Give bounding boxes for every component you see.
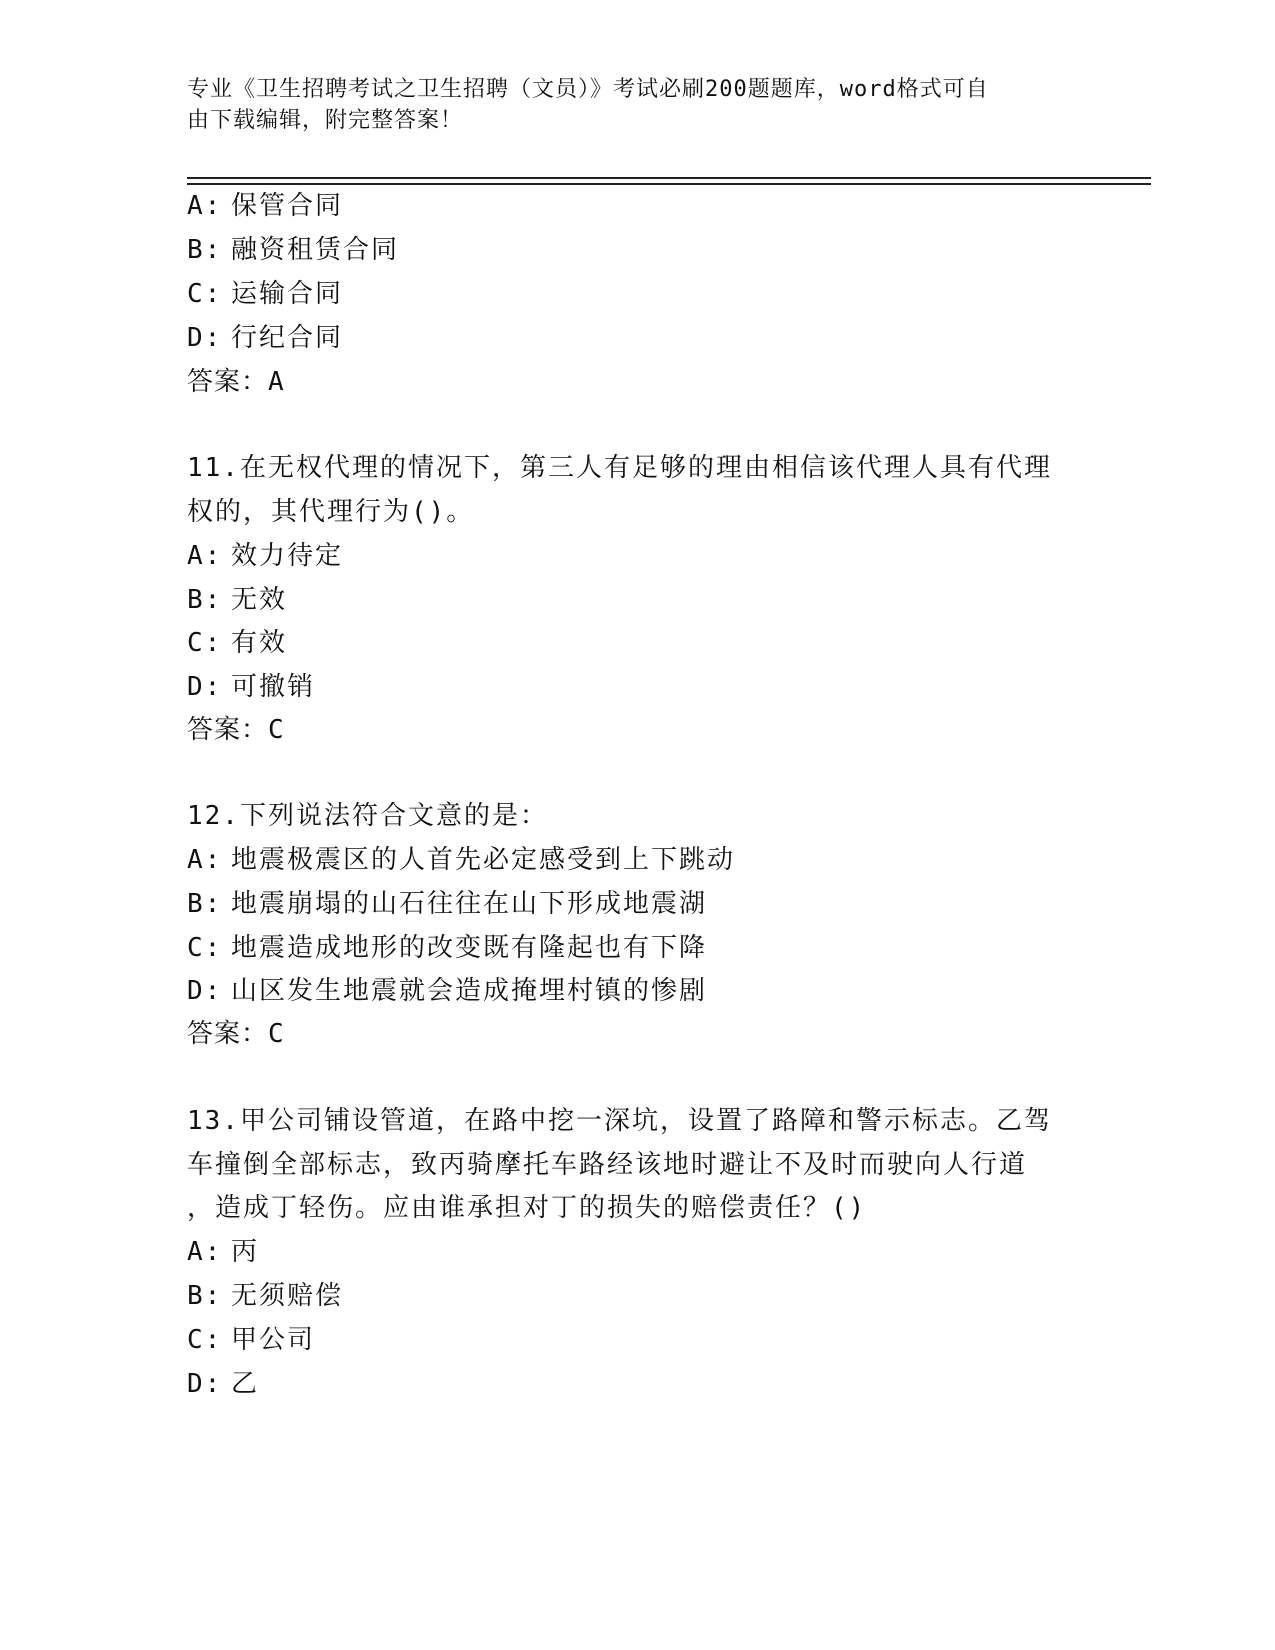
option-text: 保管合同 [231, 191, 344, 221]
answer-label: 答案： [187, 367, 269, 397]
option-text: 地震崩塌的山石往往在山下形成地震湖 [231, 889, 708, 919]
q12-option-d [187, 975, 707, 1007]
option-text: 无须赔偿 [231, 1281, 344, 1311]
option-text: 乙 [231, 1369, 260, 1399]
q11-answer [187, 714, 286, 746]
answer-value: C [268, 1019, 286, 1049]
header-divider-bottom [187, 183, 1151, 185]
option-label: D: [187, 1369, 223, 1399]
option-label: C: [187, 933, 223, 963]
option-label: B: [187, 235, 223, 265]
q11-stem-line-2: 权的，其代理行为()。 [187, 497, 475, 527]
option-text: 地震造成地形的改变既有隆起也有下降 [231, 933, 708, 963]
answer-label: 答案： [187, 1019, 269, 1049]
q13-option-d [187, 1368, 259, 1400]
prev-option-d [187, 322, 343, 354]
q13-option-b [187, 1280, 343, 1312]
option-label: C: [187, 1325, 223, 1355]
option-text: 可撤销 [231, 672, 316, 702]
q13-stem-line-1: 13.甲公司铺设管道，在路中挖一深坑，设置了路障和警示标志。乙驾 [187, 1106, 1052, 1136]
option-text: 无效 [231, 585, 288, 615]
option-label: C: [187, 279, 223, 309]
q12-option-a [187, 844, 735, 876]
answer-label: 答案： [187, 715, 269, 745]
option-text: 甲公司 [231, 1325, 316, 1355]
option-label: D: [187, 976, 223, 1006]
q13-stem-line-3: ，造成丁轻伤。应由谁承担对丁的损失的赔偿责任？() [187, 1193, 867, 1223]
option-label: C: [187, 628, 223, 658]
q13-option-a [187, 1236, 259, 1268]
option-label: B: [187, 1281, 223, 1311]
option-label: A: [187, 191, 223, 221]
option-text: 行纪合同 [231, 323, 344, 353]
q13-stem-line-2: 车撞倒全部标志，致丙骑摩托车路经该地时避让不及时而驶向人行道 [187, 1150, 1028, 1180]
q12-option-c [187, 932, 707, 964]
option-text: 地震极震区的人首先必定感受到上下跳动 [231, 845, 736, 875]
prev-option-a [187, 190, 343, 222]
option-label: B: [187, 889, 223, 919]
option-text: 效力待定 [231, 541, 344, 571]
option-text: 融资租赁合同 [231, 235, 400, 265]
header-divider-top [187, 177, 1151, 179]
option-text: 丙 [231, 1237, 260, 1267]
q12-answer [187, 1018, 286, 1050]
q13-option-c [187, 1324, 315, 1356]
header-line-2: 由下载编辑，附完整答案！ [187, 108, 464, 133]
answer-value: C [268, 715, 286, 745]
q12-stem-line-1: 12.下列说法符合文意的是： [187, 801, 548, 831]
option-label: A: [187, 541, 223, 571]
prev-option-b [187, 234, 399, 266]
option-text: 山区发生地震就会造成掩埋村镇的惨剧 [231, 976, 708, 1006]
answer-value: A [268, 367, 286, 397]
option-label: A: [187, 1237, 223, 1267]
option-label: D: [187, 323, 223, 353]
option-label: A: [187, 845, 223, 875]
q11-option-c [187, 627, 287, 659]
option-text: 运输合同 [231, 279, 344, 309]
q12-option-b [187, 888, 707, 920]
q11-option-d [187, 671, 315, 703]
document-header [187, 74, 1067, 136]
q11-option-b [187, 584, 287, 616]
prev-answer [187, 366, 286, 398]
option-label: D: [187, 672, 223, 702]
q11-option-a [187, 540, 343, 572]
q11-stem-line-1: 11.在无权代理的情况下，第三人有足够的理由相信该代理人具有代理 [187, 453, 1052, 483]
header-line-1: 专业《卫生招聘考试之卫生招聘（文员）》考试必刷200题题库，word格式可自 [187, 77, 989, 102]
option-text: 有效 [231, 628, 288, 658]
option-label: B: [187, 585, 223, 615]
prev-option-c [187, 278, 343, 310]
